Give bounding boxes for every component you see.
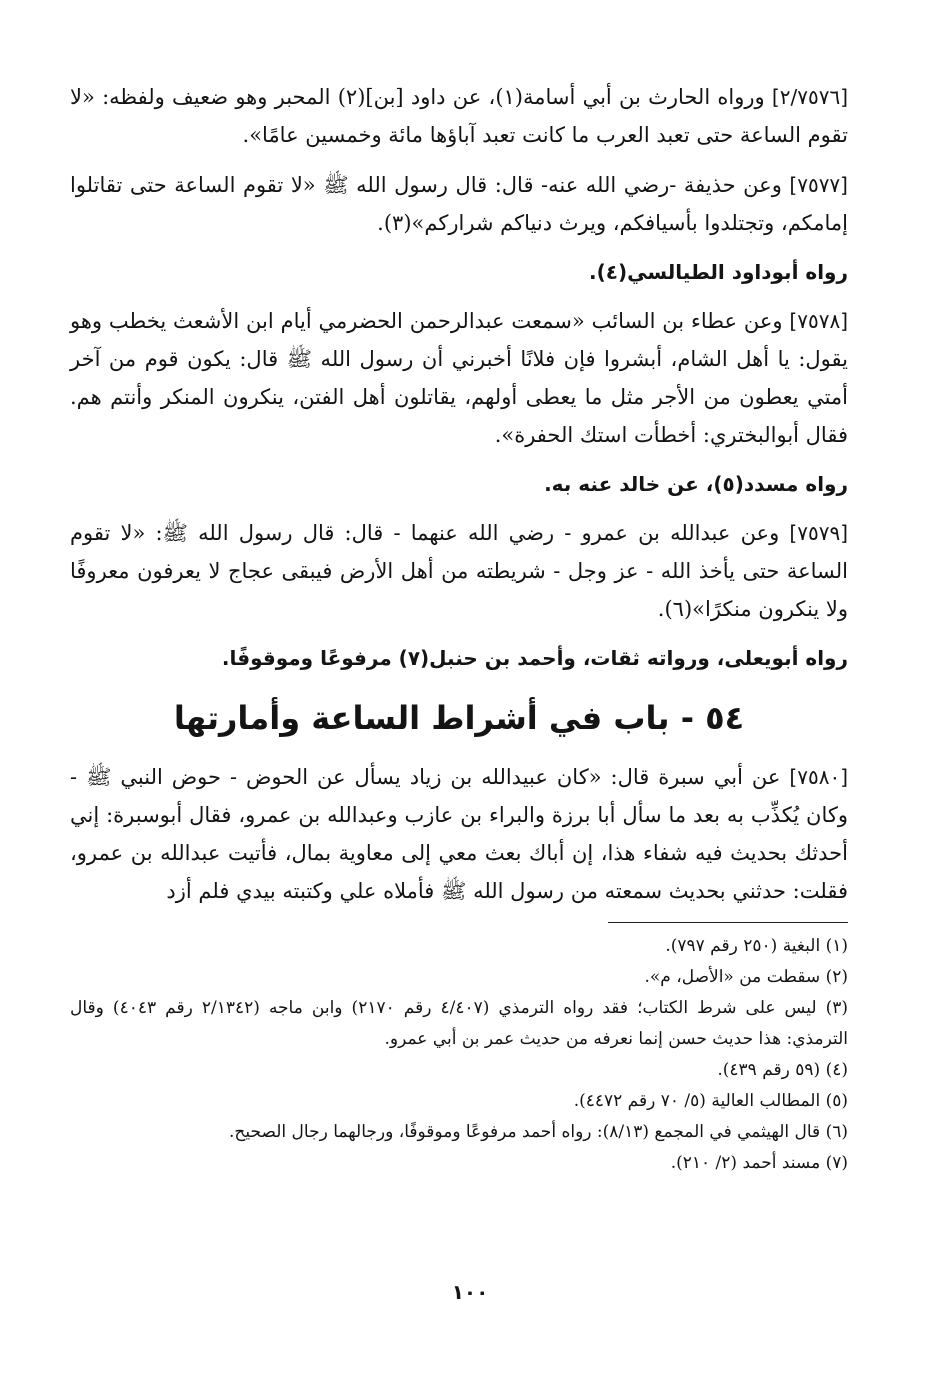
footnote: (٥) المطالب العالية (٥/ ٧٠ رقم ٤٤٧٢). — [573, 1091, 848, 1111]
footnotes-list — [70, 931, 848, 1179]
narration-source: رواه مسدد(٥)، عن خالد عنه به. — [544, 472, 848, 496]
hadith-number: [٧٥٨٠] — [789, 765, 848, 789]
hadith-paragraph-7579 — [70, 514, 848, 628]
hadith-number: [٧٥٧٩] — [789, 521, 848, 545]
hadith-text: ورواه الحارث بن أبي أسامة(١)، عن داود [بن](٢) المحبر وهو ضعيف ولفظه: «لا تقوم الساعة حتى تعبد العرب ما كانت تعبد آباؤها مائة وخمسين عامًا». — [70, 85, 848, 147]
footnote: (٧) مسند أحمد (٢/ ٢١٠). — [670, 1153, 848, 1173]
narration-source: رواه أبويعلى، ورواته ثقات، وأحمد بن حنبل(٧) مرفوعًا وموقوفًا. — [221, 646, 848, 670]
hadith-paragraph-7577 — [70, 166, 848, 242]
hadith-text: وعن عبدالله بن عمرو - رضي الله عنهما - قال: قال رسول الله ﷺ: «لا تقوم الساعة حتى يأخذ الله - عز وجل - شريطته من أهل الأرض فيبقى عجاج لا يعرفون معروفًا ولا ينكرون منكرًا»(٦). — [70, 521, 848, 621]
footnote: (١) البغية (٢٥٠ رقم ٧٩٧). — [665, 936, 848, 956]
footnote: (٢) سقطت من «الأصل، م». — [644, 967, 848, 987]
hadith-paragraph-7578 — [70, 302, 848, 454]
page-number: ١٠٠ — [451, 1280, 489, 1304]
footnote: (٣) ليس على شرط الكتاب؛ فقد رواه الترمذي (٤/٤٠٧ رقم ٢١٧٠) وابن ماجه (٢/١٣٤٢ رقم ٤٠٤٣) وقال الترمذي: هذا حديث حسن إنما نعرفه من حديث عمر بن أبي عمرو. — [70, 998, 848, 1049]
hadith-number: [٧٥٧٧] — [789, 173, 848, 197]
narration-source: رواه أبوداود الطيالسي(٤). — [589, 260, 848, 284]
footnote: (٤) (٥٩ رقم ٤٣٩). — [717, 1060, 848, 1080]
footnote: (٦) قال الهيثمي في المجمع (٨/١٣): رواه أحمد مرفوعًا وموقوفًا، ورجالهما رجال الصحيح. — [229, 1122, 848, 1142]
footnote-divider — [608, 922, 848, 923]
hadith-text: وعن حذيفة -رضي الله عنه- قال: قال رسول الله ﷺ «لا تقوم الساعة حتى تقاتلوا إمامكم، وتجتلدوا بأسيافكم، ويرث دنياكم شراركم»(٣). — [70, 173, 848, 235]
hadith-text: عن أبي سبرة قال: «كان عبيدالله بن زياد يسأل عن الحوض - حوض النبي ﷺ - وكان يُكذِّب به بعد ما سأل أبا برزة والبراء بن عازب وعبدالله بن عمرو، فقال أبوسبرة: إني أحدثك بحديث فيه شفاء هذا، إن أباك بعث معي إلى معاوية بمال، فأتيت عبدالله بن عمرو، فقلت: حدثني بحديث سمعته من رسول الله ﷺ فأملاه علي وكتبته بيدي فلم أزد — [70, 765, 848, 903]
hadith-number: [٧٥٧٨] — [789, 309, 848, 333]
hadith-paragraph-7580 — [70, 758, 848, 910]
hadith-number: [٢/٧٥٧٦] — [771, 85, 848, 109]
chapter-title: ٥٤ - باب في أشراط الساعة وأمارتها — [173, 699, 745, 737]
hadith-text: وعن عطاء بن السائب «سمعت عبدالرحمن الحضرمي أيام ابن الأشعث يخطب وهو يقول: يا أهل الشام، أبشروا فإن فلانًا أخبرني أن رسول الله ﷺ قال: يكون قوم من آخر أمتي يعطون من الأجر مثل ما يعطى أولهم، يقاتلون أهل الفتن، ينكرون المنكر وأنتم هم. فقال أبوالبختري: أخطأت استك الحفرة». — [70, 309, 848, 447]
hadith-paragraph-7576 — [70, 78, 848, 154]
